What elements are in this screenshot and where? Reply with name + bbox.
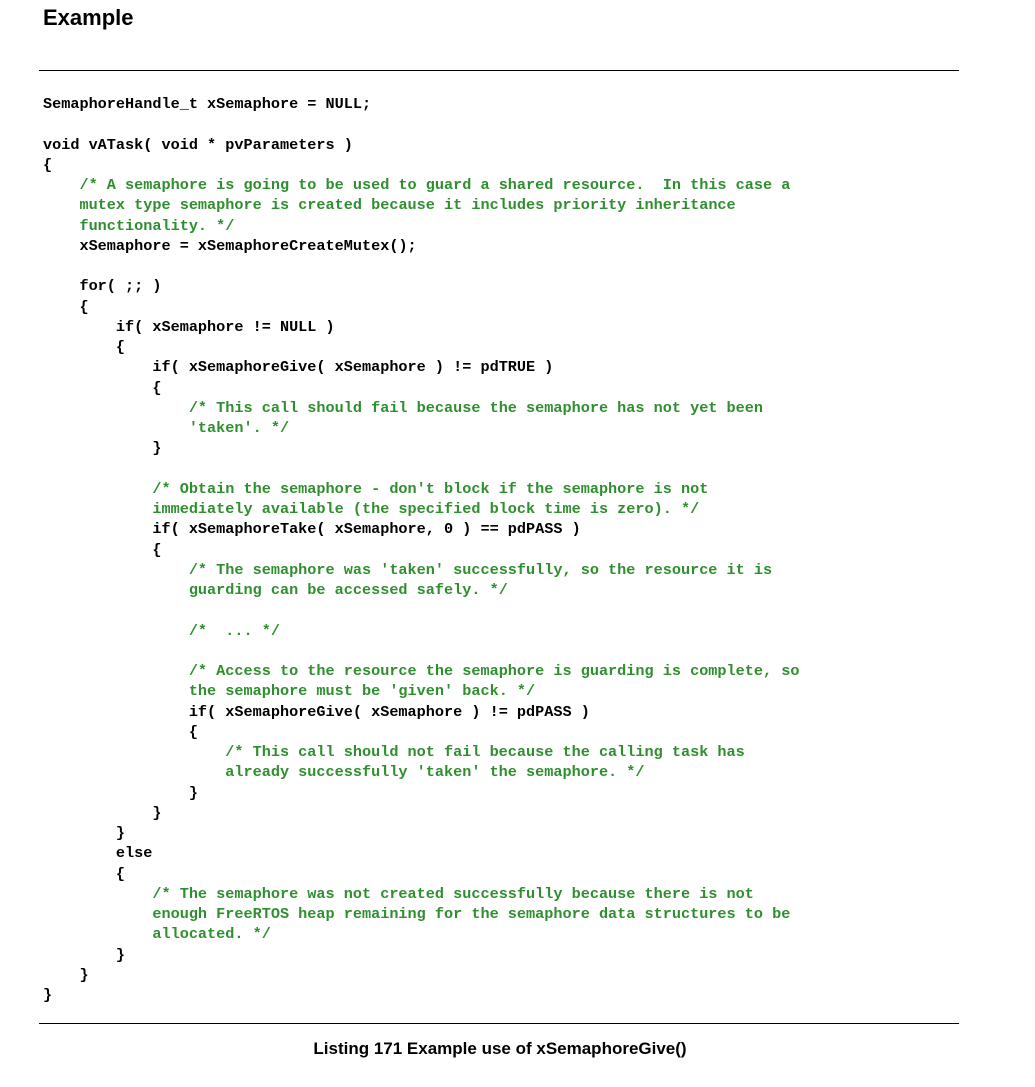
code-text: {	[188, 722, 198, 741]
code-line	[43, 742, 799, 762]
code-line	[43, 398, 799, 418]
code-text: if( xSemaphore != NULL )	[115, 317, 335, 336]
code-line	[43, 924, 799, 944]
code-line	[43, 216, 799, 236]
code-comment: /* Obtain the semaphore - don't block if the semaphore is not	[152, 479, 709, 498]
listing-caption: Listing 171 Example use of xSemaphoreGive()	[313, 1039, 687, 1058]
code-text: if( xSemaphoreGive( xSemaphore ) != pdPASS )	[188, 702, 590, 721]
code-comment: enough FreeRTOS heap remaining for the semaphore data structures to be	[152, 905, 791, 923]
code-text: else	[115, 844, 153, 863]
code-line	[43, 378, 799, 398]
code-text: }	[115, 824, 126, 842]
code-line	[43, 904, 799, 924]
code-line	[43, 600, 799, 620]
code-line	[43, 702, 799, 722]
code-comment: already successfully 'taken' the semaphore. */	[225, 763, 645, 782]
code-line	[43, 195, 799, 215]
code-comment: /* This call should fail because the semaphore has not yet been	[188, 398, 763, 417]
code-text: if( xSemaphoreGive( xSemaphore ) != pdTRUE )	[152, 358, 554, 377]
code-text: }	[43, 986, 53, 1004]
code-line	[43, 459, 799, 479]
code-line	[43, 135, 799, 155]
code-line	[43, 297, 799, 317]
code-line	[43, 155, 799, 175]
code-text: {	[115, 864, 126, 883]
code-text: }	[152, 439, 162, 458]
code-comment: the semaphore must be 'given' back. */	[188, 682, 536, 701]
code-line	[43, 681, 799, 701]
code-line	[43, 843, 799, 863]
code-line	[43, 762, 799, 782]
code-line	[43, 519, 799, 539]
code-line	[43, 803, 799, 823]
code-line	[43, 823, 799, 843]
code-line	[43, 965, 799, 985]
code-line	[43, 621, 799, 641]
section-heading: Example	[43, 5, 134, 30]
code-line	[43, 276, 799, 296]
code-text: xSemaphore = xSemaphoreCreateMutex();	[79, 236, 417, 255]
code-text: void vATask( void * pvParameters )	[43, 135, 353, 154]
code-text: }	[115, 945, 126, 964]
code-line	[43, 357, 799, 377]
code-line	[43, 256, 799, 276]
code-line	[43, 641, 799, 661]
code-line	[43, 337, 799, 357]
code-line	[43, 722, 799, 742]
code-line	[43, 236, 799, 256]
code-line	[43, 864, 799, 884]
code-line	[43, 94, 799, 114]
code-text: SemaphoreHandle_t xSemaphore = NULL;	[43, 95, 372, 113]
code-line	[43, 985, 799, 1005]
code-text: {	[152, 540, 162, 559]
code-line	[43, 540, 799, 560]
code-comment: /* The semaphore was not created successfully because there is not	[152, 884, 754, 903]
code-line	[43, 783, 799, 803]
code-text: for( ;; )	[79, 277, 162, 296]
code-line	[43, 499, 799, 519]
top-divider	[39, 70, 959, 71]
code-text: {	[79, 297, 89, 316]
code-text: if( xSemaphoreTake( xSemaphore, 0 ) == pdPASS )	[152, 520, 581, 539]
code-text: {	[115, 338, 126, 356]
code-line	[43, 317, 799, 337]
code-line	[43, 884, 799, 904]
code-text: {	[152, 378, 162, 397]
code-line	[43, 580, 799, 600]
code-comment: /* ... */	[188, 621, 280, 640]
code-line	[43, 114, 799, 134]
code-comment: 'taken'. */	[188, 419, 290, 437]
code-text: }	[188, 783, 198, 802]
code-line	[43, 661, 799, 681]
code-line	[43, 438, 799, 458]
code-line	[43, 479, 799, 499]
code-line	[43, 560, 799, 580]
code-comment: /* A semaphore is going to be used to guard a shared resource. In this case a	[79, 176, 791, 194]
code-line	[43, 945, 799, 965]
code-line	[43, 175, 799, 195]
code-comment: functionality. */	[79, 216, 235, 235]
code-comment: guarding can be accessed safely. */	[188, 581, 508, 599]
code-line	[43, 418, 799, 438]
code-comment: /* The semaphore was 'taken' successfully, so the resource it is	[188, 560, 773, 579]
code-listing	[43, 94, 799, 1005]
code-comment: /* This call should not fail because the calling task has	[225, 743, 745, 761]
code-text: {	[43, 155, 53, 174]
bottom-divider	[39, 1023, 959, 1024]
code-comment: allocated. */	[152, 925, 271, 944]
code-comment: mutex type semaphore is created because it includes priority inheritance	[79, 196, 736, 215]
code-text: }	[79, 965, 89, 984]
code-comment: /* Access to the resource the semaphore is guarding is complete, so	[188, 662, 800, 680]
code-comment: immediately available (the specified block time is zero). */	[152, 500, 700, 518]
code-text: }	[152, 803, 162, 822]
